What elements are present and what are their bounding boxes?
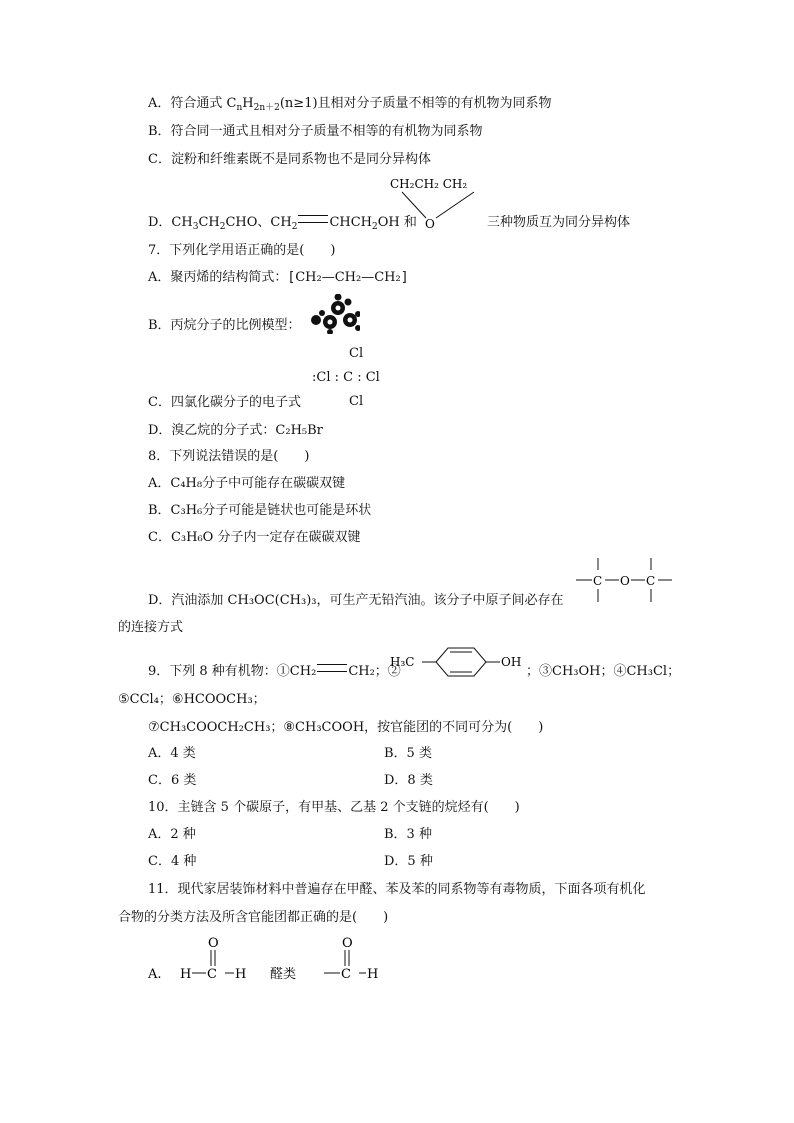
- q7-option-d: D．溴乙烷的分子式：C₂H₅Br: [148, 423, 323, 438]
- q9-option-c: C．6 类: [148, 773, 197, 788]
- q6-option-d: D．$CH_3CH_2CHO$、$CH_2$ $CHCH_2OH$ 和: [148, 215, 417, 232]
- q9-stem-line3: ⑦CH₃COOCH₂CH₃；⑧CH₃COOH，按官能团的不同可分为( ): [148, 720, 544, 735]
- q8-stem: 8．下列说法错误的是( ): [148, 449, 310, 464]
- q8-option-d-cont: 的连接方式: [118, 620, 184, 635]
- grp-o: O: [342, 936, 353, 951]
- hcho-o: O: [208, 936, 219, 951]
- q10-option-a: A．2 种: [148, 827, 196, 842]
- q9-option-b: B．5 类: [384, 746, 432, 761]
- ccl4-bottom-cl: Cl: [349, 394, 364, 409]
- q6-ring-o-text: O: [425, 217, 435, 231]
- q11-option-a-structure: [148, 934, 388, 986]
- q10-option-b: B．3 种: [384, 827, 432, 842]
- propane-ball-model: [308, 294, 360, 334]
- q6-option-c: C．淀粉和纤维素既不是同系物也不是同分异构体: [148, 152, 431, 167]
- q6-option-a: A．符合通式 $C_nH_{2n+2}(n\ge 1)$且相对分子质量不相等的有机物为同系物: [148, 96, 552, 113]
- frag-o: O: [620, 574, 630, 588]
- q9-stem-part2: ；③CH₃OH；④CH₃Cl；: [526, 664, 681, 679]
- q10-option-c: C．4 种: [148, 854, 197, 869]
- ccl4-top-cl: Cl: [349, 346, 364, 361]
- q7-option-a: A．聚丙烯的结构简式：[CH₂—CH₂—CH₂]: [148, 270, 409, 285]
- q9-stem-part1: 9．下列 8 种有机物：①CH₂ CH₂；②: [148, 664, 401, 679]
- q6-ring-top-text: CH₂CH₂ CH₂: [390, 177, 468, 191]
- q11-stem-line1: 11．现代家居装饰材料中普遍存在甲醛、苯及苯的同系物等有毒物质，下面各项有机化: [148, 882, 646, 897]
- q8-option-b: B．C₃H₆分子可能是链状也可能是环状: [148, 503, 372, 518]
- p-cresol-structure: [390, 644, 526, 684]
- q7-option-b: B．丙烷分子的比例模型：: [148, 318, 301, 333]
- hcho-c: C: [207, 967, 217, 982]
- grp-h: H: [367, 967, 379, 982]
- cresol-h3c: H₃C: [390, 655, 415, 669]
- q9-option-a: A．4 类: [148, 746, 196, 761]
- q8-option-d: D．汽油添加 CH₃OC(CH₃)₃，可生产无铅汽油。该分子中原子间必存在: [148, 593, 564, 608]
- frag-c1: C: [593, 574, 603, 588]
- q11-stem-line2: 合物的分类方法及所含官能团都正确的是( ): [118, 910, 389, 925]
- q9-stem-line2: ⑤CCl₄；⑥HCOOCH₃；: [118, 692, 266, 707]
- q9-option-d: D．8 类: [384, 773, 433, 788]
- q8-option-a: A．C₄H₈分子中可能存在碳碳双键: [148, 476, 346, 491]
- c-o-c-fragment: [576, 556, 674, 604]
- q8-option-c: C．C₃H₆O 分子内一定存在碳碳双键: [148, 530, 361, 545]
- cresol-oh: OH: [501, 655, 522, 669]
- q11-class-label: 醛类: [270, 967, 297, 982]
- hcho-h2: H: [235, 967, 247, 982]
- q7-option-c: C．四氯化碳分子的电子式: [148, 395, 301, 410]
- q10-option-d: D．5 种: [384, 854, 433, 869]
- q10-stem: 10．主链含 5 个碳原子，有甲基、乙基 2 个支链的烷烃有( ): [148, 800, 520, 815]
- q6-option-b: B．符合同一通式且相对分子质量不相等的有机物为同系物: [148, 124, 483, 139]
- frag-c2: C: [646, 574, 656, 588]
- hcho-h1: H: [180, 967, 192, 982]
- q6-option-d-tail: 三种物质互为同分异构体: [487, 215, 631, 230]
- q7-stem: 7．下列化学用语正确的是( ): [148, 243, 336, 258]
- q11-a-label: A.: [148, 967, 162, 982]
- grp-c: C: [341, 967, 351, 982]
- ccl4-middle: :Cl : C : Cl: [312, 370, 380, 385]
